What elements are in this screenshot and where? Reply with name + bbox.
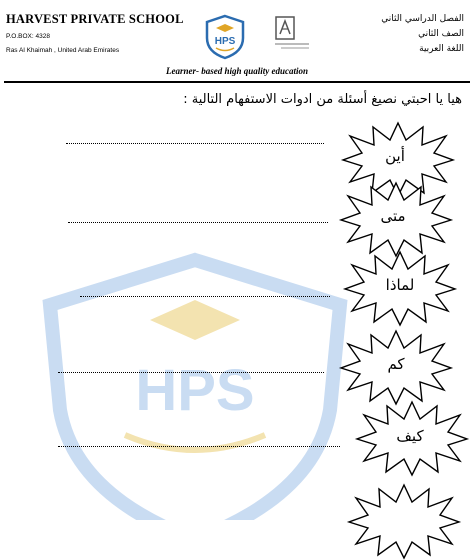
school-pobox: P.O.BOX: 4328 xyxy=(6,33,50,40)
question-word: أين xyxy=(385,147,405,165)
starburst-icon xyxy=(344,480,464,560)
watermark-text: HPS xyxy=(135,358,255,423)
answer-line[interactable] xyxy=(80,296,330,297)
worksheet-instruction: هيا يا احبتي نصيغ أسئلة من ادوات الاستفهام التالية : xyxy=(183,92,462,107)
answer-line[interactable] xyxy=(58,446,340,447)
answer-line[interactable] xyxy=(66,143,324,144)
school-slogan: Learner- based high quality education xyxy=(165,66,308,76)
semester-label: الفصل الدراسي الثاني xyxy=(381,14,464,24)
question-word: كم xyxy=(387,355,405,373)
school-logo-icon xyxy=(204,14,246,60)
government-logo-icon xyxy=(273,14,311,54)
subject-label: اللغة العربية xyxy=(419,44,464,54)
header-divider xyxy=(4,81,470,83)
question-word: متى xyxy=(380,207,406,225)
question-word: لماذا xyxy=(385,276,415,294)
logo-text: HPS xyxy=(214,36,236,47)
answer-line[interactable] xyxy=(68,222,328,223)
grade-label: الصف الثاني xyxy=(418,29,464,39)
answer-line[interactable] xyxy=(58,372,324,373)
watermark-shield-icon xyxy=(30,250,360,520)
question-word: كيف xyxy=(396,427,424,445)
school-address: Ras Al Khaimah , United Arab Emirates xyxy=(6,47,120,54)
school-name: HARVEST PRIVATE SCHOOL xyxy=(6,12,184,26)
